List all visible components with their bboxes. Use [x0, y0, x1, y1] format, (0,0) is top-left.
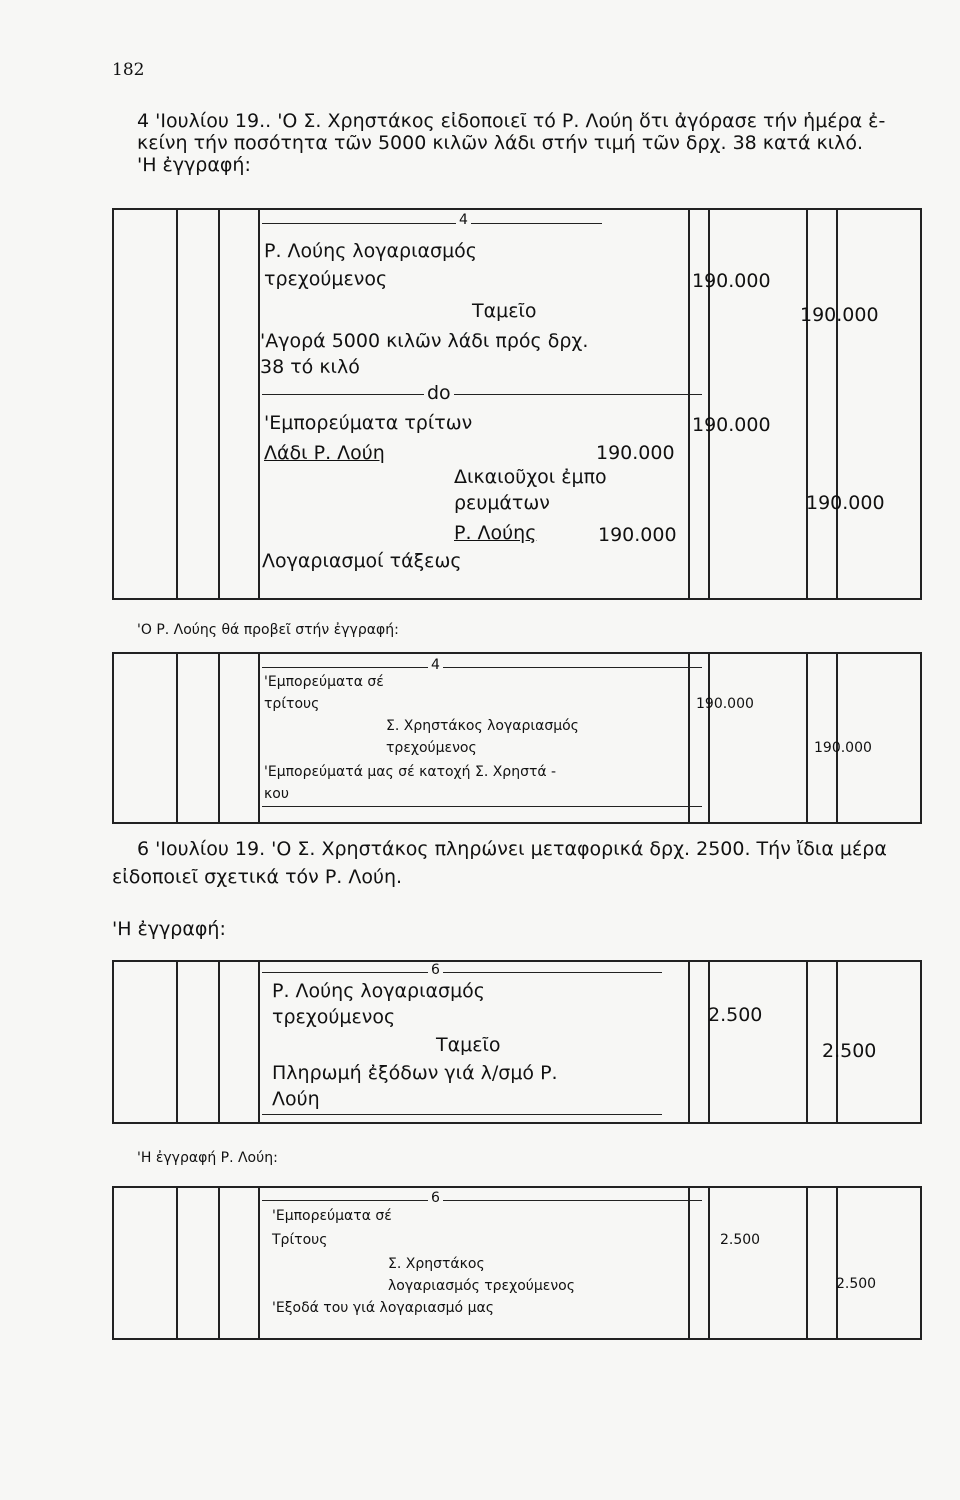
memo-credit-account-line-2: ρευμάτων [454, 492, 550, 514]
debit-account-line-1: 'Εμπορεύματα σέ [272, 1208, 392, 1224]
debit-amount: 2.500 [720, 1232, 761, 1248]
debit-account-line-2: τρίτους [264, 696, 320, 712]
debit-amount: 190.000 [696, 696, 754, 712]
memo-debit-amount: 190.000 [692, 414, 771, 436]
intro-line-2: κείνη τήν ποσότητα τῶν 5000 κιλῶν λάδι στήν τιμή τῶν δρχ. 38 κατά κιλό. [137, 132, 864, 154]
page-number: 182 [112, 60, 145, 80]
credit-account-line-1: Σ. Χρηστάκος λογαριασμός [386, 718, 579, 734]
credit-account-line-2: τρεχούμενος [386, 740, 477, 756]
explanation-line-2: κου [264, 786, 289, 802]
debit-account-line-2: τρεχούμενος [272, 1006, 396, 1028]
explanation-line-2: 38 τό κιλό [260, 356, 360, 378]
memo-explanation: Λογαριασμοί τάξεως [262, 550, 462, 572]
journal-table-1 [112, 208, 922, 600]
explanation-line-1: Πληρωμή ἐξόδων γιά λ/σμό Ρ. [272, 1062, 558, 1084]
debit-amount: 190.000 [692, 270, 771, 292]
memo-sub-amount: 190.000 [596, 442, 675, 464]
debit-account-line-1: Ρ. Λούης λογαριασμός [264, 240, 477, 262]
explanation-line-1: 'Εξοδά του γιά λογαριασμό μας [272, 1300, 494, 1316]
explanation-line-1: 'Εμπορεύματά μας σέ κατοχή Σ. Χρηστά - [264, 764, 557, 780]
followup-label-2: 'Η ἐγγραφή Ρ. Λούη: [137, 1150, 278, 1166]
debit-amount: 2.500 [708, 1004, 763, 1026]
memo-credit-account-line-1: Δικαιοῦχοι ἐμπο [454, 466, 607, 488]
journal-date: 4 [456, 212, 471, 228]
ditto-mark: do [424, 382, 454, 404]
journal-date: 4 [428, 657, 443, 673]
credit-amount: 190.000 [800, 304, 879, 326]
credit-account-line-2: λογαριασμός τρεχούμενος [388, 1278, 575, 1294]
intro2-line-2: εἰδοποιεῖ σχετικά τόν Ρ. Λούη. [112, 866, 403, 888]
debit-account-line-1: Ρ. Λούης λογαριασμός [272, 980, 485, 1002]
credit-account: Ταμεῖο [472, 300, 537, 322]
credit-account-line-1: Σ. Χρηστάκος [388, 1256, 485, 1272]
memo-credit-sub-amount: 190.000 [598, 524, 677, 546]
intro2-line-1: 6 'Ιουλίου 19. 'Ο Σ. Χρηστάκος πληρώνει μεταφορικά δρχ. 2500. Τήν ἴδια μέρα [137, 838, 887, 860]
intro-line-1: 4 'Ιουλίου 19.. 'Ο Σ. Χρηστάκος εἰδοποιεῖ τό Ρ. Λούη ὅτι ἀγόρασε τήν ἡμέρα ἐ- [137, 110, 886, 132]
memo-credit-amount: 190.000 [806, 492, 885, 514]
journal-table-4 [112, 1186, 922, 1340]
memo-sub-account: Λάδι Ρ. Λούη [264, 442, 385, 464]
entry2-label: 'Η ἐγγραφή: [112, 918, 226, 940]
credit-amount: 2.500 [836, 1276, 877, 1292]
debit-account-line-2: τρεχούμενος [264, 268, 388, 290]
memo-credit-sub: Ρ. Λούης [454, 522, 537, 544]
followup-label-1: 'Ο Ρ. Λούης θά προβεῖ στήν ἐγγραφή: [137, 622, 399, 638]
journal-date: 6 [428, 1190, 443, 1206]
memo-debit-account: 'Εμπορεύματα τρίτων [264, 412, 473, 434]
explanation-line-2: Λούη [272, 1088, 320, 1110]
credit-account: Ταμεῖο [436, 1034, 501, 1056]
journal-table-2 [112, 652, 922, 824]
debit-account-line-2: Τρίτους [272, 1232, 328, 1248]
debit-account-line-1: 'Εμπορεύματα σέ [264, 674, 384, 690]
journal-table-3 [112, 960, 922, 1124]
journal-date: 6 [428, 962, 443, 978]
intro-line-3: 'Η ἐγγραφή: [137, 154, 251, 176]
credit-amount: 190.000 [814, 740, 872, 756]
explanation-line-1: 'Αγορά 5000 κιλῶν λάδι πρός δρχ. [260, 330, 589, 352]
credit-amount: 2.500 [822, 1040, 877, 1062]
